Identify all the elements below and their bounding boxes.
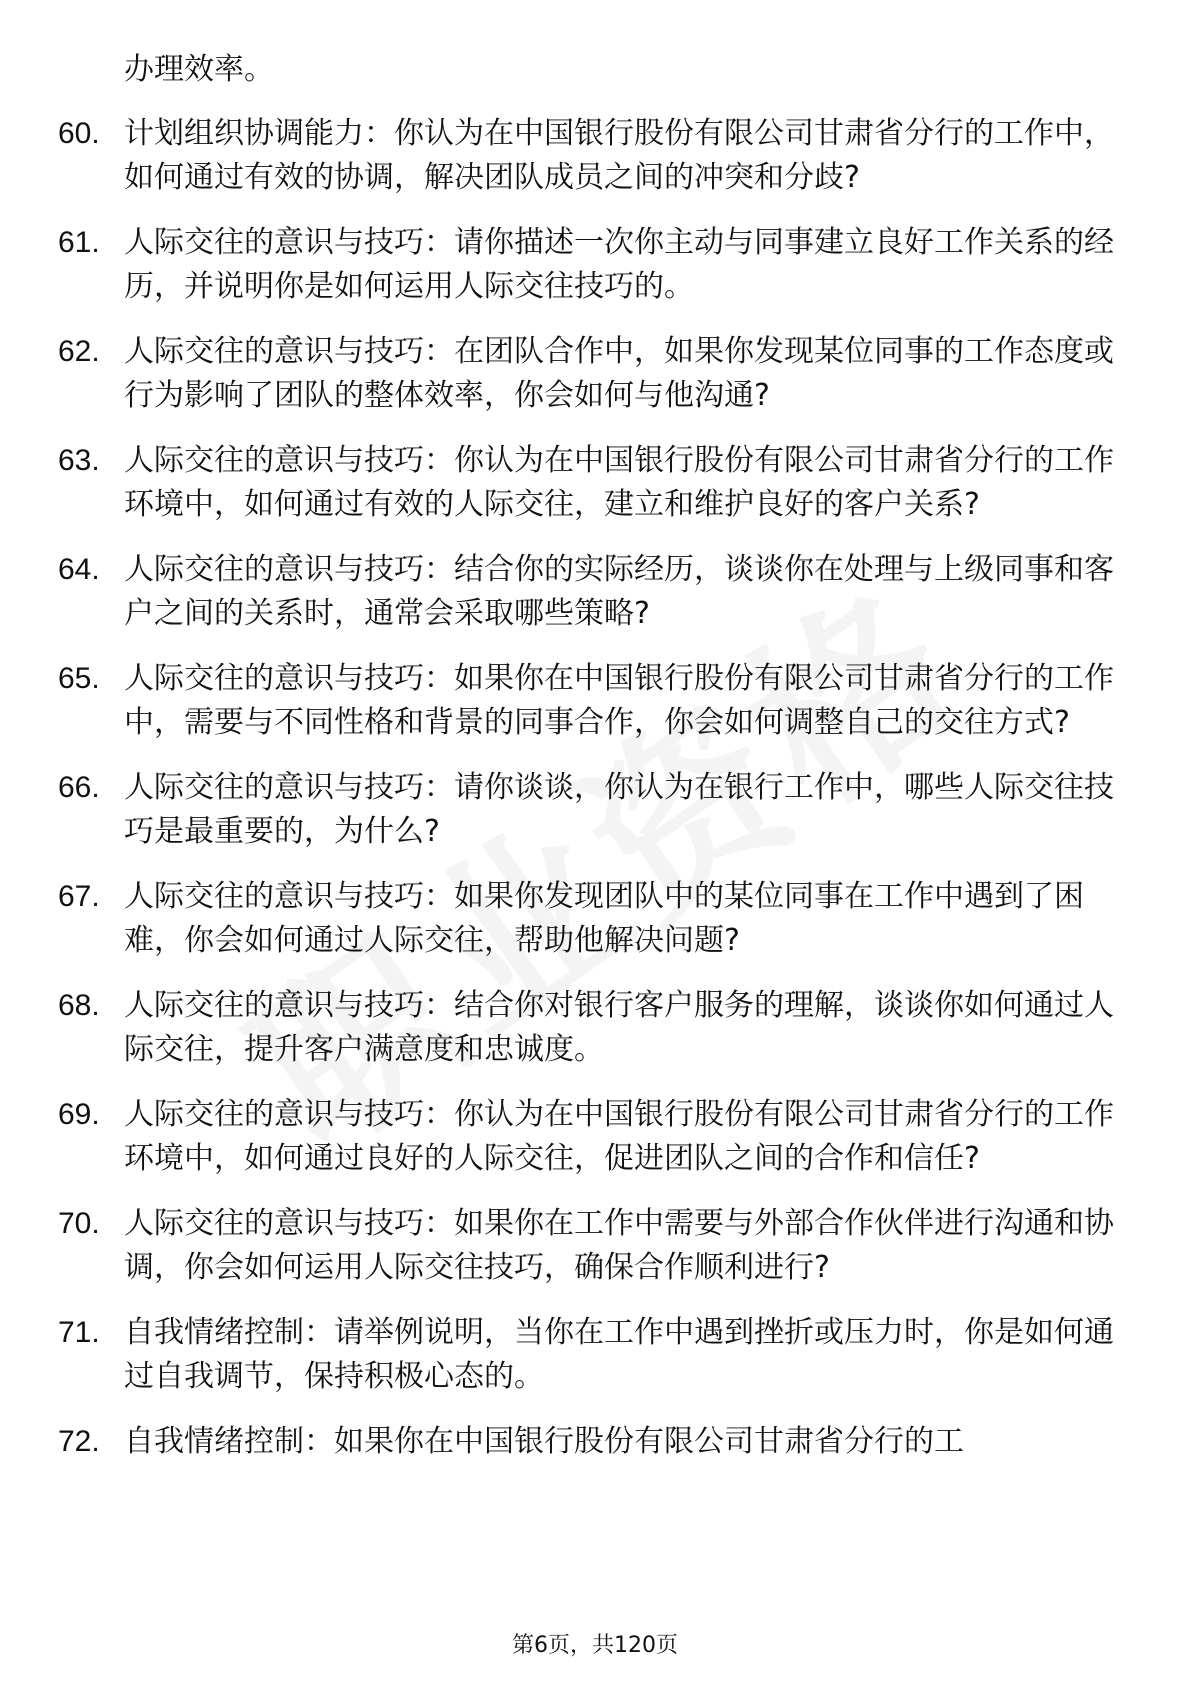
question-number: 64. (58, 553, 100, 586)
document-body (58, 48, 1130, 1485)
question-text: 人际交往的意识与技巧：你认为在中国银行股份有限公司甘肃省分行的工作环境中，如何通过良好的人际交往，促进团队之间的合作和信任? (124, 1097, 1114, 1176)
question-number: 61. (58, 226, 100, 259)
question-text: 人际交往的意识与技巧：如果你在工作中需要与外部合作伙伴进行沟通和协调，你会如何运用人际交往技巧，确保合作顺利进行? (124, 1206, 1114, 1285)
question-text: 人际交往的意识与技巧：结合你对银行客户服务的理解，谈谈你如何通过人际交往，提升客户满意度和忠诚度。 (124, 988, 1114, 1067)
question-number: 60. (58, 117, 100, 150)
question-text: 自我情绪控制：如果你在中国银行股份有限公司甘肃省分行的工 (124, 1424, 964, 1459)
question-item (58, 330, 1130, 418)
question-number: 66. (58, 771, 100, 804)
continuation-text: 办理效率。 (124, 52, 274, 87)
question-item (58, 221, 1130, 309)
question-text: 计划组织协调能力：你认为在中国银行股份有限公司甘肃省分行的工作中，如何通过有效的协调，解决团队成员之间的冲突和分歧? (124, 116, 1114, 195)
question-item (58, 112, 1130, 200)
question-number: 70. (58, 1207, 100, 1240)
question-text: 人际交往的意识与技巧：结合你的实际经历，谈谈你在处理与上级同事和客户之间的关系时，通常会采取哪些策略? (124, 552, 1114, 631)
question-text: 人际交往的意识与技巧：你认为在中国银行股份有限公司甘肃省分行的工作环境中，如何通过有效的人际交往，建立和维护良好的客户关系? (124, 443, 1114, 522)
question-item (58, 1202, 1130, 1290)
question-text: 人际交往的意识与技巧：在团队合作中，如果你发现某位同事的工作态度或行为影响了团队的整体效率，你会如何与他沟通? (124, 334, 1114, 413)
question-item (58, 875, 1130, 963)
question-text: 人际交往的意识与技巧：请你谈谈，你认为在银行工作中，哪些人际交往技巧是最重要的，为什么? (124, 770, 1114, 849)
question-item (58, 1093, 1130, 1181)
question-number: 69. (58, 1098, 100, 1131)
question-number: 72. (58, 1425, 100, 1458)
question-item (58, 657, 1130, 745)
question-item (58, 439, 1130, 527)
question-number: 68. (58, 989, 100, 1022)
question-item (58, 984, 1130, 1072)
question-item (58, 1311, 1130, 1399)
question-number: 62. (58, 335, 100, 368)
question-item (58, 548, 1130, 636)
question-text: 人际交往的意识与技巧：如果你在中国银行股份有限公司甘肃省分行的工作中，需要与不同性格和背景的同事合作，你会如何调整自己的交往方式? (124, 661, 1114, 740)
question-number: 67. (58, 880, 100, 913)
question-number: 65. (58, 662, 100, 695)
question-text: 人际交往的意识与技巧：如果你发现团队中的某位同事在工作中遇到了困难，你会如何通过人际交往，帮助他解决问题? (124, 879, 1084, 958)
question-item (58, 766, 1130, 854)
question-number: 63. (58, 444, 100, 477)
question-number: 71. (58, 1316, 100, 1349)
page-footer: 第6页，共120页 (512, 1633, 678, 1658)
question-text: 自我情绪控制：请举例说明，当你在工作中遇到挫折或压力时，你是如何通过自我调节，保持积极心态的。 (124, 1315, 1114, 1394)
question-item (58, 1420, 1130, 1464)
question-text: 人际交往的意识与技巧：请你描述一次你主动与同事建立良好工作关系的经历，并说明你是如何运用人际交往技巧的。 (124, 225, 1114, 304)
